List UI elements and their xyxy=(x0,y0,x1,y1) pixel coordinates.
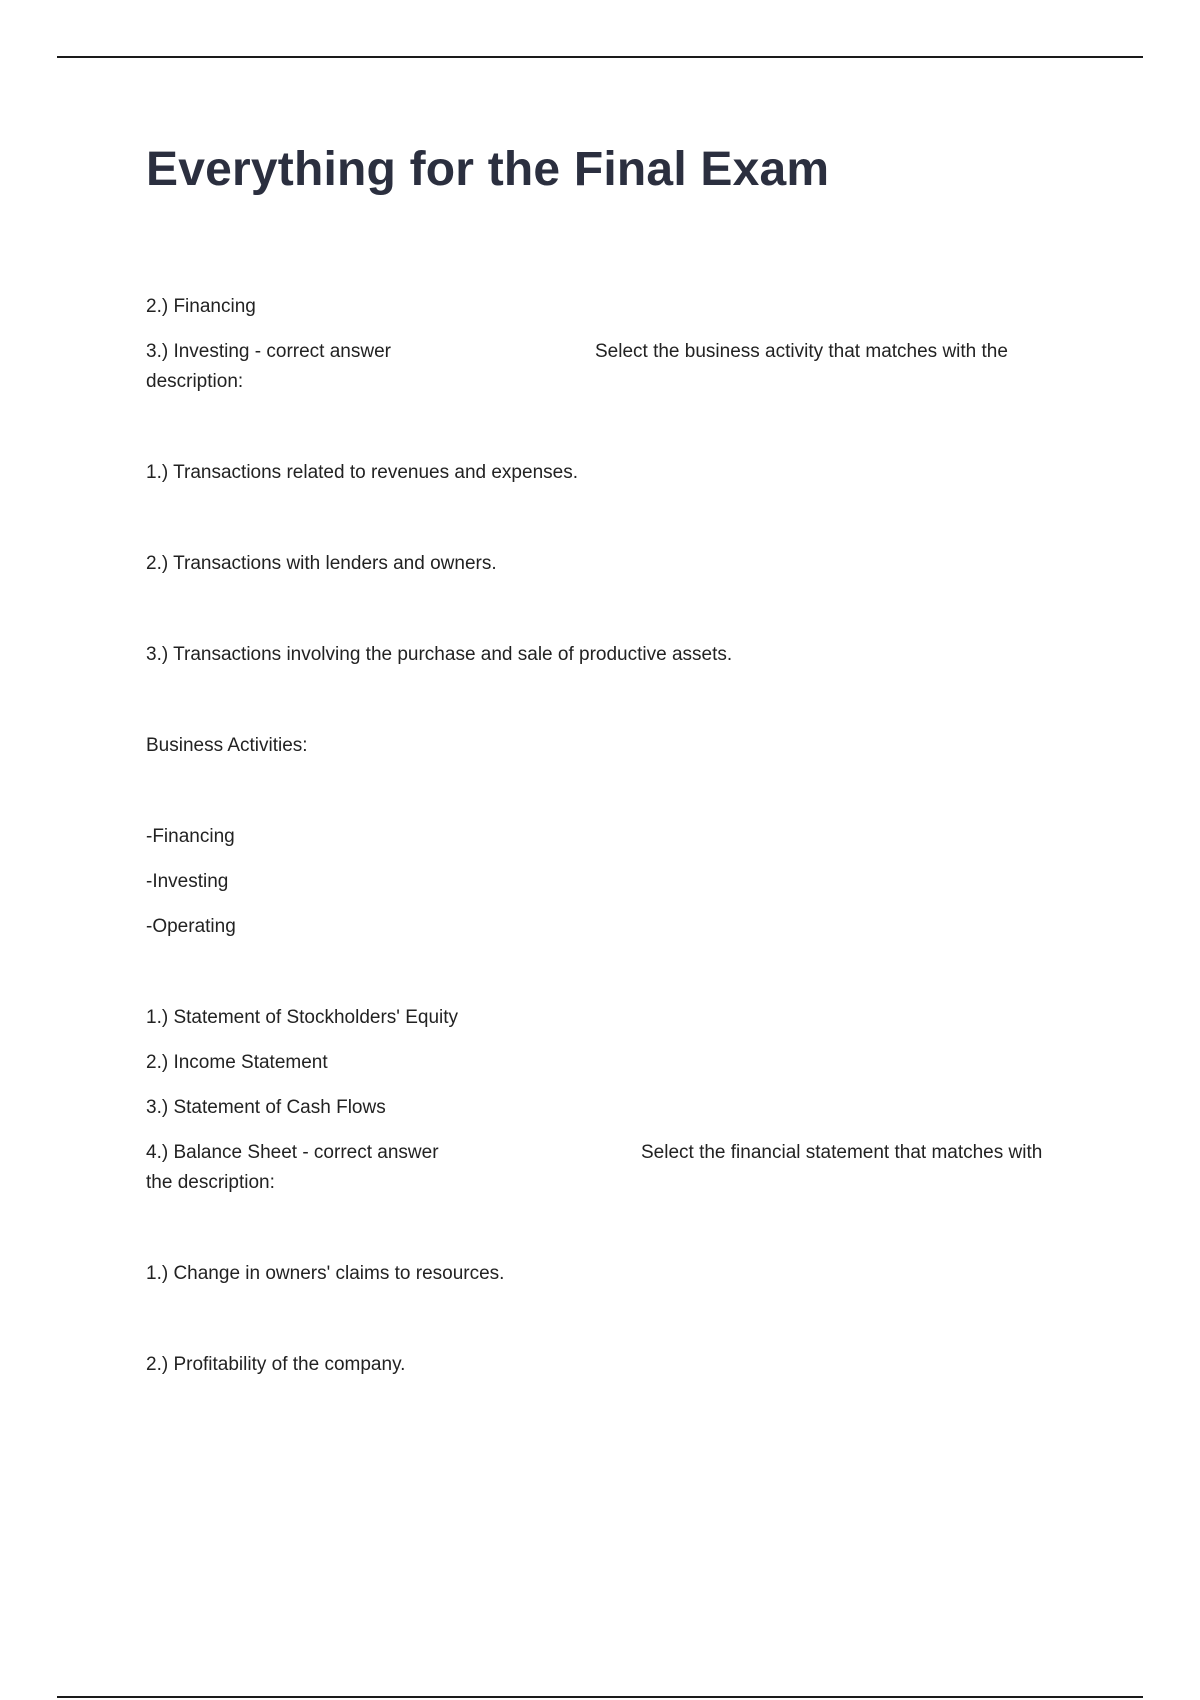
text-line: 3.) Transactions involving the purchase and sale of productive assets. xyxy=(146,644,733,665)
question-text-continued: description: xyxy=(146,371,244,392)
text-line: 1.) Transactions related to revenues and expenses. xyxy=(146,462,578,483)
qa-block-business-activity xyxy=(146,337,1076,397)
list-item: -Financing xyxy=(146,826,235,847)
text-line: 2.) Financing xyxy=(146,296,256,317)
list-item: -Operating xyxy=(146,916,236,937)
top-divider xyxy=(57,56,1143,58)
bottom-divider xyxy=(57,1696,1143,1698)
section-heading: Business Activities: xyxy=(146,735,308,756)
question-text: Select the business activity that matches with the xyxy=(595,341,1008,362)
text-line: 1.) Change in owners' claims to resources. xyxy=(146,1263,505,1284)
text-line: 1.) Statement of Stockholders' Equity xyxy=(146,1007,459,1028)
text-line: 2.) Transactions with lenders and owners. xyxy=(146,553,497,574)
text-line: 3.) Statement of Cash Flows xyxy=(146,1097,386,1118)
question-text: Select the financial statement that matches with xyxy=(641,1142,1043,1163)
list-item: -Investing xyxy=(146,871,229,892)
text-line: 2.) Profitability of the company. xyxy=(146,1354,406,1375)
page-title: Everything for the Final Exam xyxy=(146,143,830,196)
answer-text: 4.) Balance Sheet - correct answer xyxy=(146,1142,439,1163)
text-line: 2.) Income Statement xyxy=(146,1052,328,1073)
question-text-continued: the description: xyxy=(146,1172,275,1193)
qa-block-financial-statement xyxy=(146,1138,1076,1198)
answer-text: 3.) Investing - correct answer xyxy=(146,341,391,362)
